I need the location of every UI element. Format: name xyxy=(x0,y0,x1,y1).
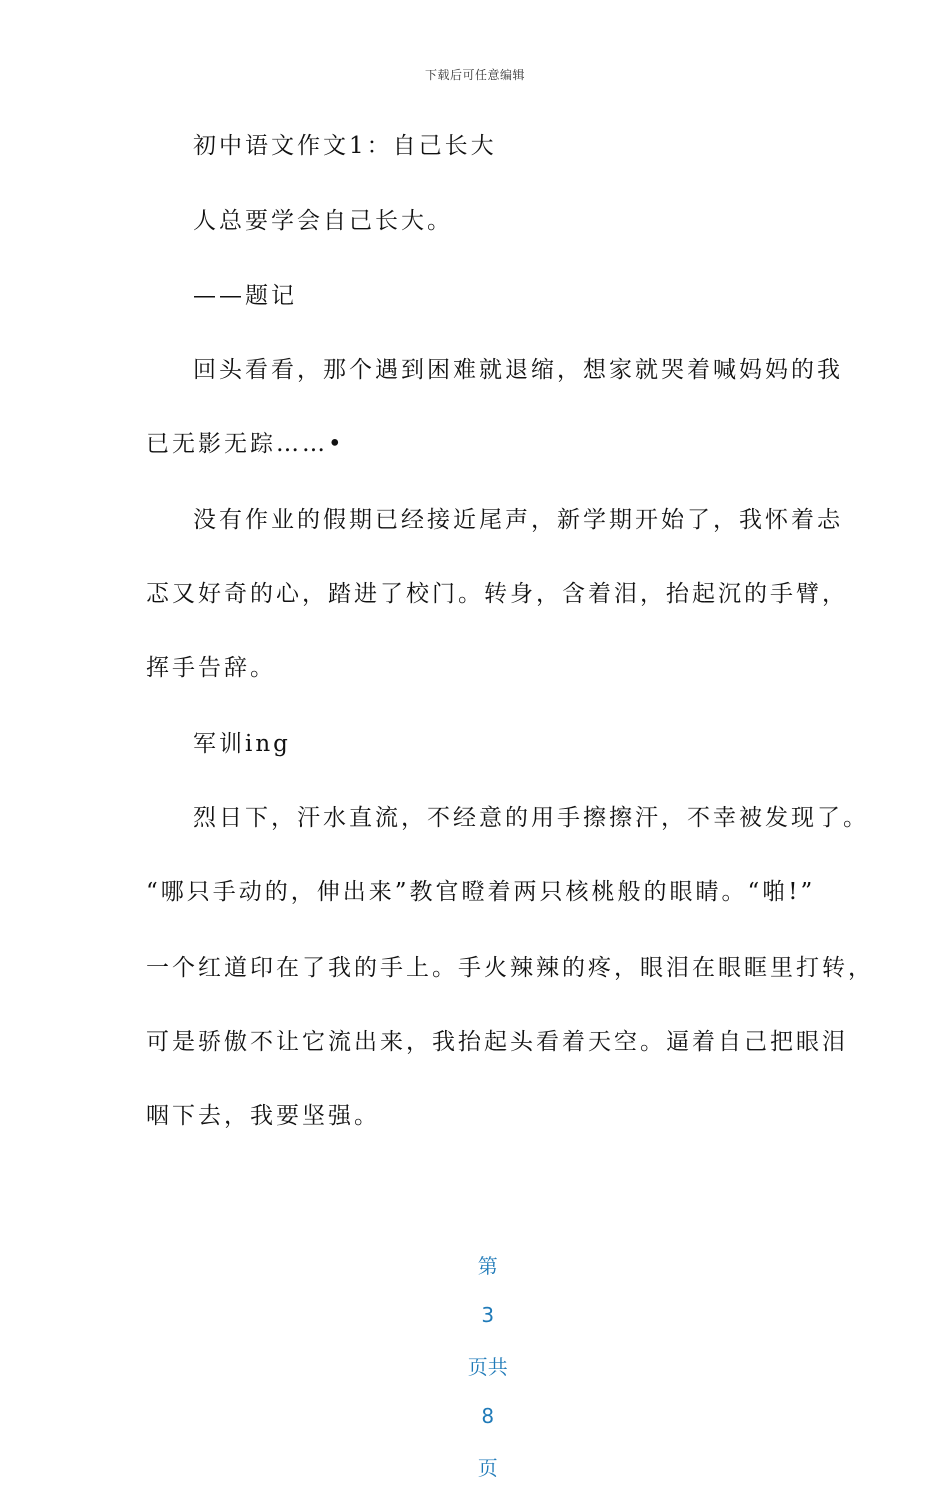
epigraph: 人总要学会自己长大。 xyxy=(193,208,453,234)
paragraph-line: 可是骄傲不让它流出来，我抬起头看着天空。逼着自己把眼泪 xyxy=(146,1029,848,1055)
paragraph-line: 一个红道印在了我的手上。手火辣辣的疼，眼泪在眼眶里打转， xyxy=(146,955,874,981)
paragraph-line: 咽下去，我要坚强。 xyxy=(146,1103,380,1129)
paragraph-line: 回头看看，那个遇到困难就退缩，想家就哭着喊妈妈的我 xyxy=(193,357,843,383)
page-label-prefix: 第 xyxy=(477,1254,498,1278)
paragraph-line: 没有作业的假期已经接近尾声，新学期开始了，我怀着忐 xyxy=(193,507,843,533)
header-note: 下载后可任意编辑 xyxy=(424,68,525,82)
total-pages-number: 8 xyxy=(481,1404,495,1428)
paragraph-line: 烈日下，汗水直流，不经意的用手擦擦汗，不幸被发现了。 xyxy=(193,805,869,831)
current-page-number: 3 xyxy=(481,1303,495,1327)
epigraph-attribution: ——题记 xyxy=(193,283,297,309)
section-heading: 军训ing xyxy=(193,731,291,757)
paragraph-line: 已无影无踪……• xyxy=(146,431,345,457)
page-label-mid: 页共 xyxy=(467,1355,508,1379)
paragraph-line: 忑又好奇的心，踏进了校门。转身，含着泪，抬起沉的手臂， xyxy=(146,581,848,607)
paragraph-line: “哪只手动的，伸出来”教官瞪着两只核桃般的眼睛。“啪!” xyxy=(146,879,816,905)
page-number-footer xyxy=(0,1226,950,1505)
page-label-suffix: 页 xyxy=(477,1456,498,1480)
paragraph-line: 挥手告辞。 xyxy=(146,655,276,681)
essay-title: 初中语文作文1：自己长大 xyxy=(193,133,497,159)
